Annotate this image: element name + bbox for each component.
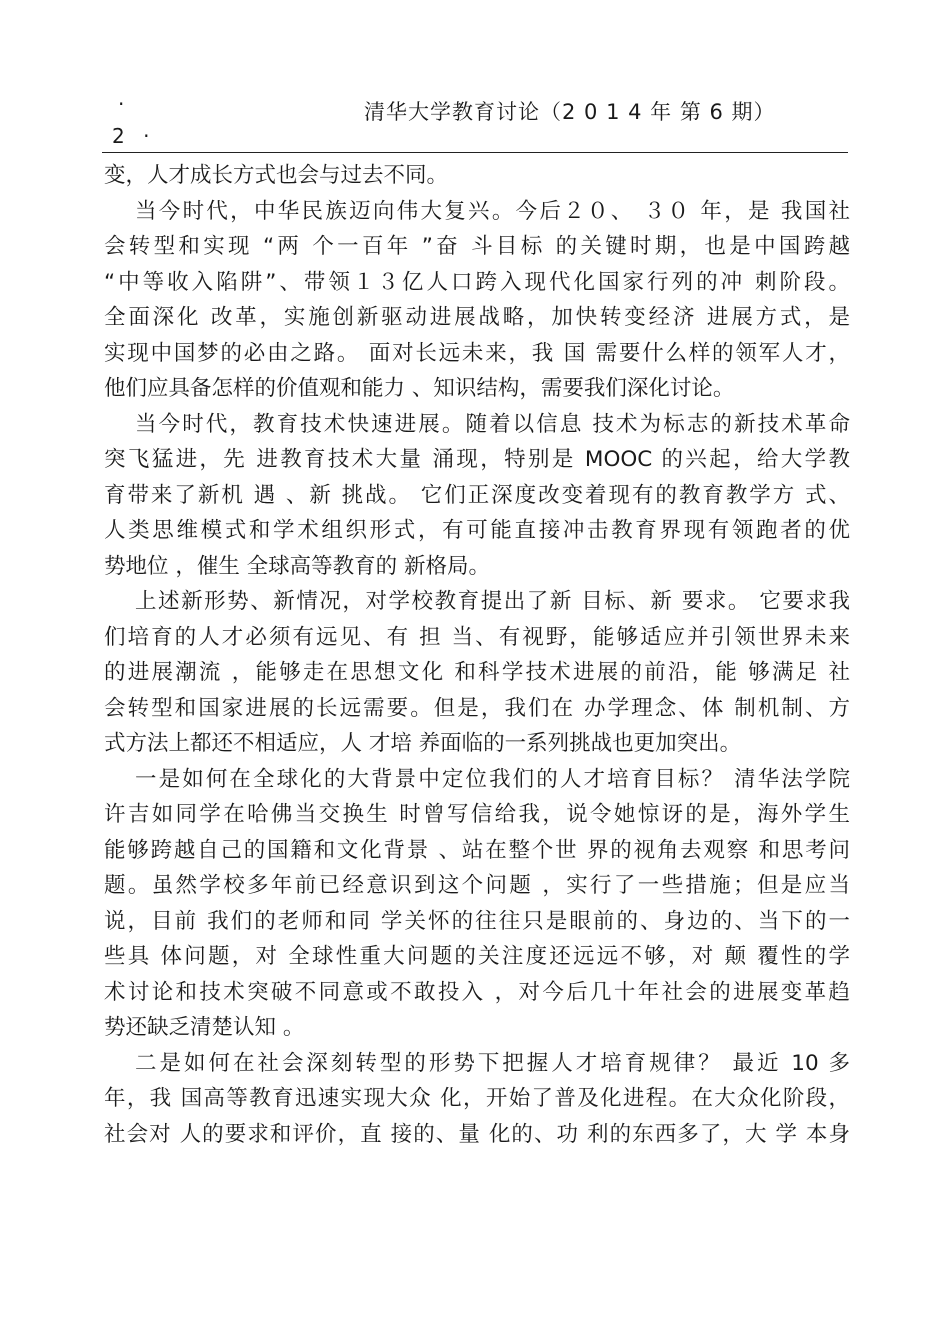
text-line: 说，目前 我们的老师和同 学关怀的往往只是眼前的、身边的、当下的一 [104,908,850,934]
text-line: 题。虽然学校多年前已经意识到这个问题 ，实行了一些措施；但是应当 [104,873,850,898]
text-line: 当今时代，教育技术快速进展。随着以信息 技术为标志的新技术革命 [135,411,850,437]
text-line: 们培育的人才必须有远见、有 担 当、有视野，能够适应并引领世界未来 [104,624,850,650]
text-line: “中等收入陷阱”、带领１３亿人口跨入现代化国家行列的冲 刺阶段。 [104,269,850,295]
text-line: 上述新形势、新情况，对学校教育提出了新 目标、新 要求。 它要求我 [135,589,850,614]
text-line: 许吉如同学在哈佛当交换生 时曾写信给我，说令她惊讶的是，海外学生 [104,802,850,827]
text-line: 一是如何在全球化的大背景中定位我们的人才培育目标？ 清华法学院 [135,766,850,792]
text-line: 当今时代，中华民族迈向伟大复兴。今后２０、 ３０ 年，是 我国社 [135,198,850,224]
text-line: 突飞猛进，先 进教育技术大量 涌现，特别是 MOOC 的兴起，给大学教 [104,447,850,472]
journal-title: 清华大学教育讨论（2 0 1 4 年 第 6 期） [364,100,776,124]
text-line: 术讨论和技术突破不同意或不敢投入 ，对今后几十年社会的进展变革趋 [104,979,850,1005]
text-line: 年，我 国高等教育迅速实现大众 化，开始了普及化进程。在大众化阶段， [104,1086,850,1111]
text-line: 全面深化 改革，实施创新驱动进展战略，加快转变经济 进展方式，是 [104,305,850,330]
text-line: 育带来了新机 遇 、新 挑战。 它们正深度改变着现有的教育教学方 式、 [104,482,850,508]
text-line: 式方法上都还不相适应，人 才培 养面临的一系列挑战也更加突出。 [104,731,742,756]
text-line: 人类思维模式和学术组织形式，有可能直接冲击教育界现有领跑者的优 [104,518,850,543]
text-line: 他们应具备怎样的价值观和能力 、知识结构，需要我们深化讨论。 [104,376,735,401]
text-line: 会转型和国家进展的长远需要。但是，我们在 办学理念、体 制机制、方 [104,695,850,721]
header-divider [102,152,848,153]
text-line: 的进展潮流 ，能够走在思想文化 和科学技术进展的前沿，能 够满足 社 [104,660,850,685]
header-dot: · [118,92,125,116]
text-line: 变，人才成长方式也会与过去不同。 [104,163,449,188]
text-line: 势地位 ，催生 全球高等教育的 新格局。 [104,553,491,579]
text-line: 社会对 人的要求和评价，直 接的、量 化的、功 利的东西多了，大 学 本身 [104,1121,850,1147]
text-line: 实现中国梦的必由之路。 面对长远未来，我 国 需要什么样的领军人才， [104,340,850,366]
text-line: 能够跨越自己的国籍和文化背景 、站在整个世 界的视角去观察 和思考问 [104,837,850,863]
text-line: 势还缺乏清楚认知 。 [104,1015,305,1040]
text-line: 二是如何在社会深刻转型的形势下把握人才培育规律？ 最近 10 多 [135,1050,850,1076]
text-line: 会转型和实现 “两 个一百年 ”奋 斗目标 的关键时期，也是中国跨越 [104,234,850,259]
body-text [104,158,850,1152]
text-line: 些具 体问题，对 全球性重大问题的关注度还远远不够，对 颠 覆性的学 [104,944,850,969]
page-number: 2 · [112,124,156,148]
